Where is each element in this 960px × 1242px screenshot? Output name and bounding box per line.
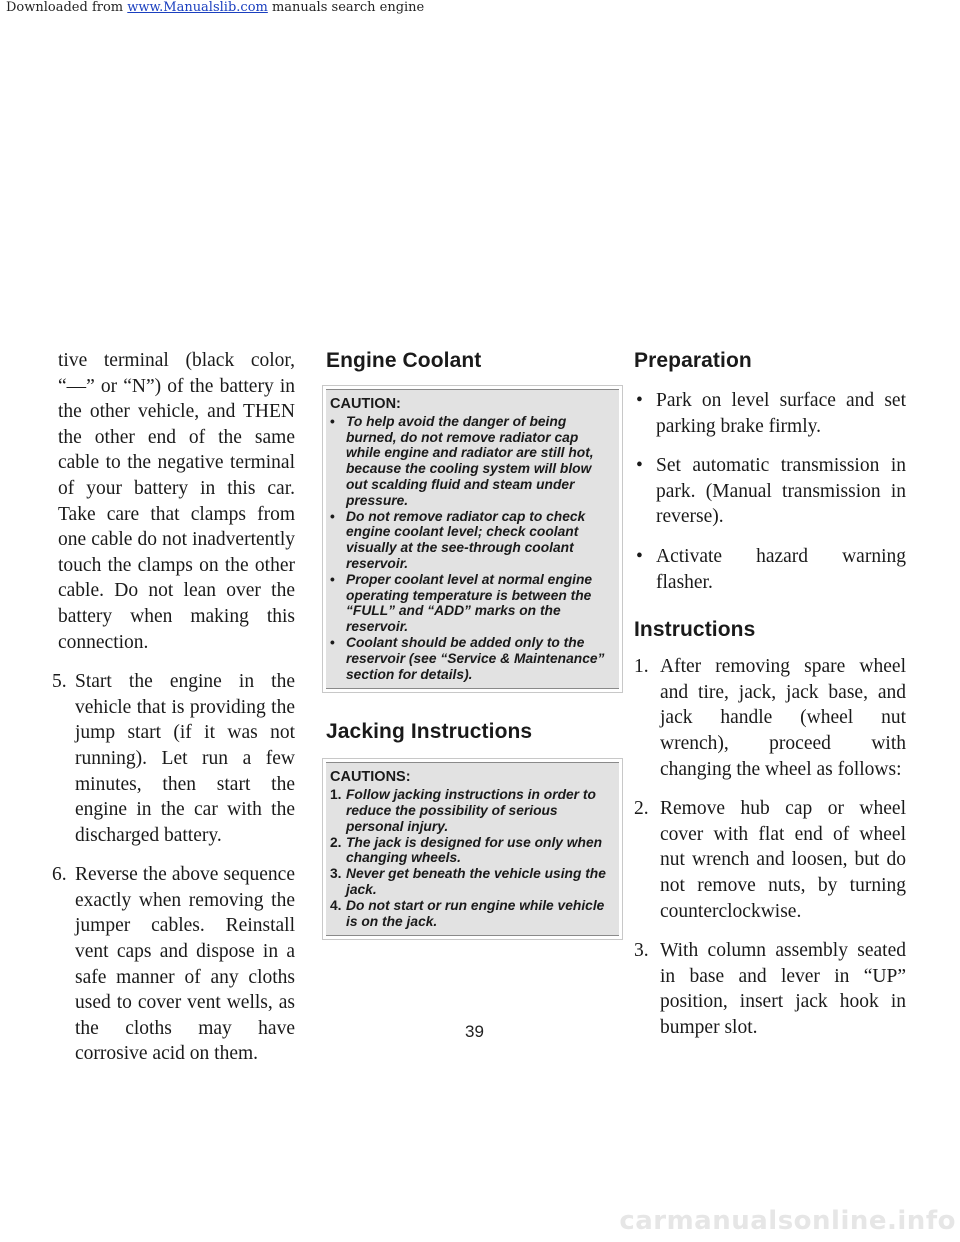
step-text: After removing spare wheel and tire, jack, jack base, and jack handle (wheel nut wrench), proceed with changing the wheel as follows: bbox=[660, 656, 906, 780]
list-item bbox=[52, 669, 295, 848]
list-item bbox=[52, 862, 295, 1067]
list-item: • Park on level surface and set parking brake firmly. bbox=[636, 390, 906, 437]
caution-item: 3. Never get beneath the vehicle using the jack. bbox=[330, 866, 606, 897]
list-item bbox=[634, 796, 906, 924]
download-banner bbox=[6, 0, 424, 16]
step-text: Reverse the above sequence exactly when removing the jumper cables. Reinstall vent caps and dispose in a safe manner of any cloths used to cover vent wells, as the cloths may have corrosive acid on them. bbox=[75, 864, 295, 1065]
list-item bbox=[634, 938, 906, 1040]
watermark: carmanualsonline.info bbox=[619, 1206, 956, 1236]
list-item bbox=[634, 654, 906, 782]
step-number: 3. bbox=[634, 940, 649, 962]
caution-item: 2. The jack is designed for use only when changing wheels. bbox=[330, 834, 603, 866]
intro-paragraph: tive terminal (black color, “—” or “N”) of the battery in the other vehicle, and THEN the other end of the same cable to the negative terminal of your battery in this car. Take care that clamps from one cable do not inadvertently touch the clamps on the other cable. Do not lean over the battery when making this connection. bbox=[58, 350, 295, 653]
caution-item: • Do not remove radiator cap to check engine coolant level; check coolant visually at the see-through coolant reservoir. bbox=[330, 508, 586, 571]
right-column bbox=[634, 348, 906, 1054]
page-number: 39 bbox=[465, 1022, 484, 1041]
instructions-heading: Instructions bbox=[634, 618, 756, 642]
caution-text: Coolant should be added only to the reservoir (see “Service & Maintenance” section for details). bbox=[346, 634, 605, 682]
instructions-list bbox=[634, 654, 906, 1040]
caution-item: • Coolant should be added only to the reservoir (see “Service & Maintenance” section for details). bbox=[330, 634, 605, 682]
caution-text: The jack is designed for use only when changing wheels. bbox=[346, 834, 603, 866]
step-text: With column assembly seated in base and lever in “UP” position, insert jack hook in bumper slot. bbox=[660, 940, 906, 1038]
caution-item: 4. Do not start or run engine while vehicle is on the jack. bbox=[330, 897, 605, 929]
middle-column bbox=[326, 348, 619, 936]
jacking-instructions-heading: Jacking Instructions bbox=[326, 720, 533, 744]
caution-text: Proper coolant level at normal engine operating temperature is between the “FULL” and “ADD” marks on the reservoir. bbox=[346, 571, 593, 635]
list-item: • Set automatic transmission in park. (Manual transmission in reverse). bbox=[636, 455, 906, 528]
preparation-heading: Preparation bbox=[634, 349, 752, 372]
cautions-title: CAUTIONS: bbox=[330, 769, 411, 786]
caution-text: Do not remove radiator cap to check engine coolant level; check coolant visually at the see-through coolant reservoir. bbox=[346, 508, 586, 571]
engine-coolant-heading: Engine Coolant bbox=[326, 349, 482, 372]
caution-item: • Proper coolant level at normal engine operating temperature is between the “FULL” and “ADD” marks on the reservoir. bbox=[330, 571, 593, 635]
coolant-caution-box bbox=[326, 389, 619, 689]
caution-text: Never get beneath the vehicle using the jack. bbox=[346, 866, 606, 897]
bullet-text: Park on level surface and set parking brake firmly. bbox=[656, 390, 906, 437]
caution-text: Do not start or run engine while vehicle is on the jack. bbox=[346, 897, 605, 929]
step-number: 1. bbox=[634, 656, 649, 678]
jacking-caution-box bbox=[326, 762, 619, 936]
caution-text: Follow jacking instructions in order to reduce the possibility of serious personal injury. bbox=[346, 787, 596, 834]
banner-prefix: Downloaded from bbox=[6, 0, 124, 15]
preparation-list bbox=[634, 388, 906, 595]
bullet-text: Activate hazard warning flasher. bbox=[656, 545, 906, 593]
step-number: 6. bbox=[52, 864, 67, 886]
caution-item: 1. Follow jacking instructions in order to reduce the possibility of serious personal injury. bbox=[330, 787, 596, 834]
step-text: Start the engine in the vehicle that is providing the jump start (if it was not running). Let run a few minutes, then start the engine in the car with the discharged battery. bbox=[75, 671, 295, 846]
step-text: Remove hub cap or wheel cover with flat end of wheel nut wrench and loosen, but do not remove nuts, by turning counterclockwise. bbox=[660, 798, 906, 922]
step-number: 5. bbox=[52, 671, 67, 693]
caution-item: • To help avoid the danger of being burned, do not remove radiator cap while engine and radiator are still hot, because the cooling system will blow out scalding fluid and steam under pressure. bbox=[330, 413, 594, 508]
manualslib-link[interactable]: www.Manualslib.com bbox=[127, 0, 268, 15]
step-number: 2. bbox=[634, 798, 649, 820]
left-column bbox=[52, 348, 295, 1081]
jump-start-steps bbox=[52, 669, 295, 1067]
banner-suffix: manuals search engine bbox=[271, 0, 425, 15]
caution-text: To help avoid the danger of being burned, do not remove radiator cap while engine and radiator are still hot, because the cooling system will blow out scalding fluid and steam under pressure. bbox=[346, 413, 594, 508]
bullet-text: Set automatic transmission in park. (Manual transmission in reverse). bbox=[656, 455, 906, 528]
caution-title: CAUTION: bbox=[330, 396, 401, 412]
list-item: • Activate hazard warning flasher. bbox=[636, 545, 906, 593]
